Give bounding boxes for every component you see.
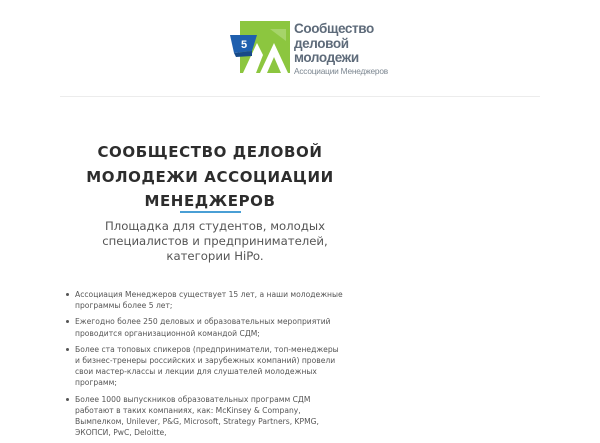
facts-list-item: Ежегодно более 250 деловых и образовательных мероприятий проводится организационной командой СДМ; [63,316,343,338]
logo-mark-icon [230,21,290,73]
logo-badge-number: 5 [241,39,248,51]
logo-line-2: деловой [294,35,349,51]
logo-subtitle: Ассоциации Менеджеров [294,65,388,76]
logo-line-3: молодежи [294,50,359,65]
facts-list-item: Более ста топовых спикеров (предприниматели, топ-менеджеры и бизнес-тренеры российских и зарубежных компаний) провели свои мастер-классы и лекции для слушателей молодежных программ; [63,344,343,389]
page-title: СООБЩЕСТВО ДЕЛОВОЙ МОЛОДЕЖИ АССОЦИАЦИИ МЕНЕДЖЕРОВ [86,143,334,210]
logo-line-1: Сообщество [294,21,374,36]
facts-list-item: Более 1000 выпускников образовательных программ СДМ работают в таких компаниях, как: McKinsey & Company, Вымпелком, Unilever, P&G, Microsoft, Strategy Partners, KPMG, ЭКОПСИ, PwC, Deloitte, [63,394,343,439]
logo-wordmark [294,21,388,77]
site-logo[interactable] [230,21,388,76]
facts-list [63,289,343,443]
page-subtitle: Площадка для студентов, молодых специалистов и предпринимателей, категории HiPo. [102,219,328,263]
facts-list-item: Ассоциация Менеджеров существует 15 лет, а наши молодежные программы более 5 лет; [63,289,343,311]
site-header [0,0,600,96]
header-divider [60,96,540,97]
title-underline [180,211,241,213]
